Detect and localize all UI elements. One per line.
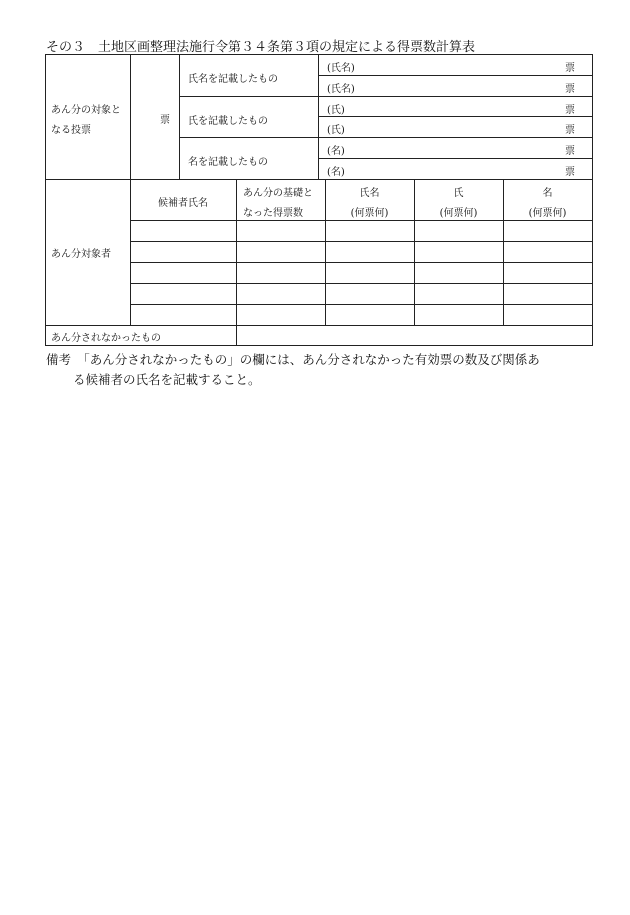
row-family-2: (氏) — [327, 125, 345, 136]
row-unit: 票 — [565, 84, 575, 95]
header-given-name: 名 — [542, 188, 553, 199]
header-given-name-unit: (何票何) — [528, 208, 567, 219]
section3-label: あん分されなかったもの — [51, 333, 161, 344]
group-label-given: 名を記載したもの — [188, 157, 268, 168]
vote-count-table — [0, 0, 630, 360]
row-family-1: (氏) — [327, 105, 345, 116]
row-unit: 票 — [565, 125, 575, 136]
header-full-name: 氏名 — [359, 188, 380, 199]
header-full-name-unit: (何票何) — [350, 208, 389, 219]
section2-label: あん分対象者 — [51, 249, 111, 260]
remarks-line-1: 備考 「あん分されなかったもの」の欄には、あん分されなかった有効票の数及び関係あ — [46, 352, 540, 367]
row-unit: 票 — [565, 63, 575, 74]
row-given-1: (名) — [327, 146, 345, 157]
header-candidate: 候補者氏名 — [158, 198, 208, 209]
section1-label: あん分の対象と — [51, 105, 121, 116]
header-family-name-unit: (何票何) — [439, 208, 478, 219]
row-unit: 票 — [565, 105, 575, 116]
group-label-full: 氏名を記載したもの — [188, 74, 278, 85]
row-unit: 票 — [565, 146, 575, 157]
row-full-2: (氏名) — [327, 84, 355, 95]
header-family-name: 氏 — [453, 188, 464, 199]
header-basis-2: なった得票数 — [243, 208, 303, 219]
group-label-family: 氏を記載したもの — [188, 116, 268, 127]
row-unit: 票 — [565, 167, 575, 178]
remarks-note — [46, 350, 591, 390]
section1-label-2: なる投票 — [51, 125, 91, 136]
row-given-2: (名) — [327, 167, 345, 178]
remarks-line-2: る候補者の氏名を記載すること。 — [73, 372, 261, 387]
header-basis: あん分の基礎と — [243, 188, 313, 199]
row-full-1: (氏名) — [327, 63, 355, 74]
section1-unit: 票 — [160, 115, 170, 126]
page-title: その３ 土地区画整理法施行令第３４条第３項の規定による得票数計算表 — [46, 40, 476, 55]
